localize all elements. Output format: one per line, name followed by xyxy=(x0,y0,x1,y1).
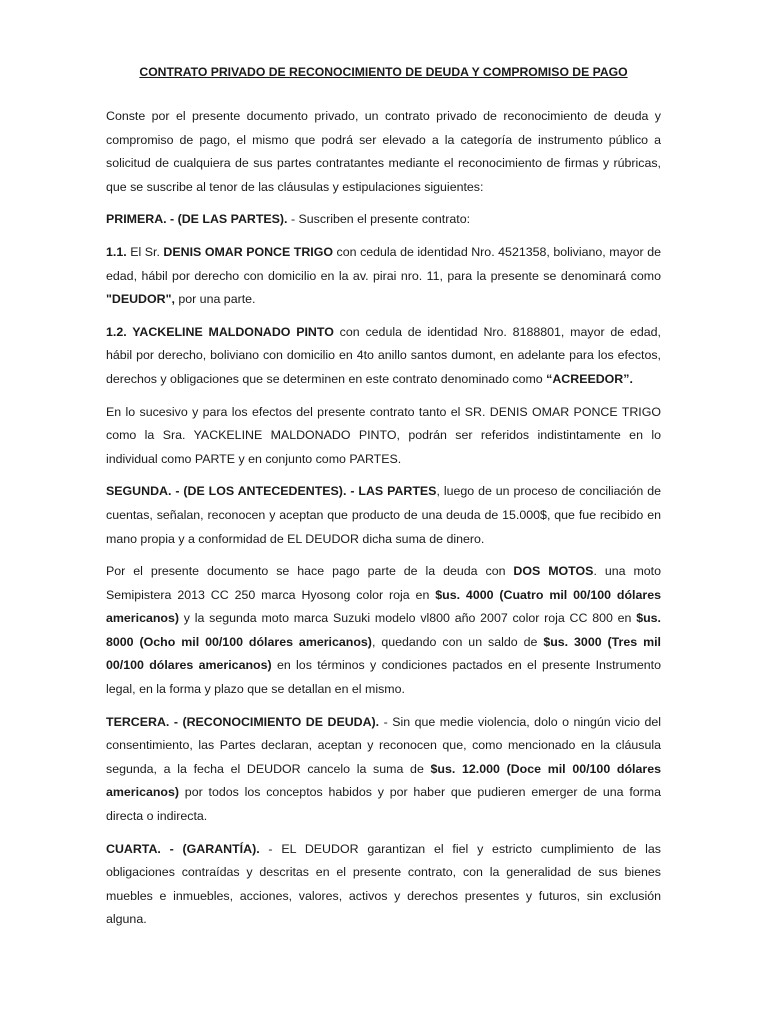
clause-primera xyxy=(106,208,661,232)
bold-text: $us. 3000 (Tres mil 00/100 dólares americanos) xyxy=(106,634,662,673)
bold-text: TERCERA. - (RECONOCIMIENTO DE DEUDA). xyxy=(106,714,380,729)
bold-text: 1.2. YACKELINE MALDONADO PINTO xyxy=(106,324,334,339)
text-run: - EL DEUDOR garantizan el fiel y estricto cumplimiento de las obligaciones contraídas y descritas en el presente contrato, con la generalidad de sus bienes muebles e inmuebles, acciones, valores, activos y derechos presentes y futuros, sin exclusión alguna. xyxy=(106,841,661,927)
payment-paragraph xyxy=(106,560,661,702)
text-run: - Sin que medie violencia, dolo o ningún vicio del consentimiento, las Partes declaran, aceptan y reconocen que, como mencionado en la cláusula segunda, a la fecha el DEUDOR cancelo la suma de xyxy=(106,714,661,776)
text-run: . una moto Semipistera 2013 CC 250 marca Hyosong color roja en xyxy=(106,564,661,602)
document-body xyxy=(106,105,661,932)
clause-1-2 xyxy=(106,321,661,392)
text-run: Por el presente documento se hace pago parte de la deuda con xyxy=(106,564,514,579)
text-run: y la segunda moto marca Suzuki modelo vl800 año 2007 color roja CC 800 en xyxy=(179,611,637,626)
text-run: en los términos y condiciones pactados en el presente Instrumento legal, en la forma y plazo que se detallan en el mismo. xyxy=(106,658,661,697)
text-run: con cedula de identidad Nro. 4521358, boliviano, mayor de edad, hábil por derecho con domicilio en la av. pirai nro. 11, para la presente se denominará como xyxy=(106,244,661,283)
bold-text: "DEUDOR", xyxy=(106,292,175,307)
bold-text: CUARTA. - (GARANTÍA). xyxy=(106,841,260,856)
bold-text: PRIMERA. - (DE LAS PARTES). xyxy=(106,212,288,227)
bold-text: “ACREEDOR”. xyxy=(546,371,633,386)
text-run: En lo sucesivo y para los efectos del presente contrato tanto el SR. DENIS OMAR PONCE TRIGO como la Sra. YACKELINE MALDONADO PINTO, podrán ser referidos indistintamente en lo individual como PARTE y en conjunto como PARTES. xyxy=(106,404,661,466)
parties-paragraph xyxy=(106,401,661,472)
clause-segunda xyxy=(106,480,661,551)
text-run: El Sr. xyxy=(126,244,164,259)
bold-text: DOS MOTOS xyxy=(513,564,594,579)
clause-tercera xyxy=(106,711,661,829)
clause-cuarta xyxy=(106,838,661,932)
text-run: Conste por el presente documento privado, un contrato privado de reconocimiento de deuda y compromiso de pago, el mismo que podrá ser elevado a la categoría de instrumento público a solicitud de cualquiera de sus partes contratantes mediante el reconocimiento de firmas y rúbricas, que se suscribe al tenor de las cláusulas y estipulaciones siguientes: xyxy=(106,109,661,194)
bold-text: $us. 4000 (Cuatro mil 00/100 dólares americanos) xyxy=(106,587,661,626)
intro-paragraph xyxy=(106,105,661,199)
bold-text: 1.1. xyxy=(106,244,127,259)
document-page xyxy=(106,62,661,941)
text-run: , quedando con un saldo de xyxy=(371,634,544,649)
text-run: por todos los conceptos habidos y por haber que pudieren emerger de una forma directa o indirecta. xyxy=(106,785,661,824)
text-run: por una parte. xyxy=(174,292,256,307)
bold-text: $us. 8000 (Ocho mil 00/100 dólares americanos) xyxy=(106,611,661,649)
clause-1-1 xyxy=(106,241,661,312)
bold-text: DENIS OMAR PONCE TRIGO xyxy=(163,244,334,259)
text-run: - Suscriben el presente contrato: xyxy=(287,212,471,227)
text-run: con cedula de identidad Nro. 8188801, mayor de edad, hábil por derecho, boliviano con domicilio en 4to anillo santos dumont, en adelante para los efectos, derechos y obligaciones que se determinen en este contrato denominado como xyxy=(106,324,661,386)
bold-text: $us. 12.000 (Doce mil 00/100 dólares americanos) xyxy=(106,761,661,800)
bold-text: SEGUNDA. - (DE LOS ANTECEDENTES). - LAS PARTES xyxy=(106,484,437,499)
text-run: , luego de un proceso de conciliación de cuentas, señalan, reconocen y aceptan que producto de una deuda de 15.000$, que fue recibido en mano propia y a conformidad de EL DEUDOR dicha suma de dinero. xyxy=(106,484,661,546)
document-title: CONTRATO PRIVADO DE RECONOCIMIENTO DE DEUDA Y COMPROMISO DE PAGO xyxy=(139,65,628,79)
